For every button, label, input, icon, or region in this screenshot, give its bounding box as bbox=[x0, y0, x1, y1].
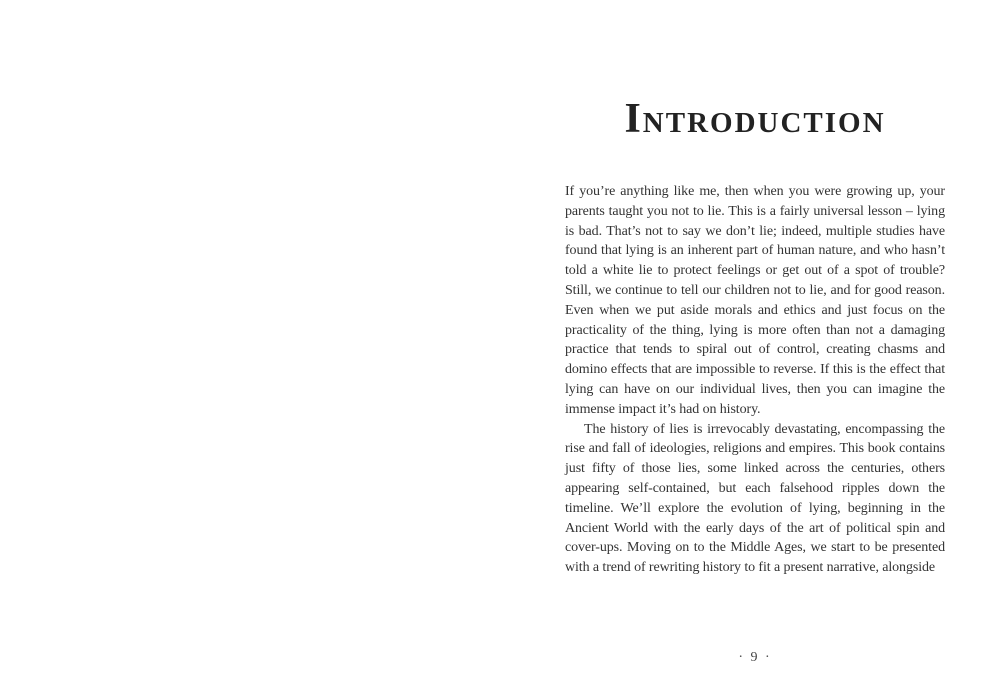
page-number: · 9 · bbox=[738, 650, 772, 665]
right-page bbox=[498, 0, 996, 684]
body-paragraph: The history of lies is irrevocably devastating, encompassing the rise and fall of ideologies, religions and empires. This book contains just fifty of those lies, some linked across the centuries, others appearing self-contained, but each falsehood ripples down the timeline. We’ll explore the evolution of lying, beginning in the Ancient World with the early days of the art of political spin and cover-ups. Moving on to the Middle Ages, we start to be presented with a trend of rewriting history to fit a present narrative, alongside bbox=[565, 421, 945, 576]
body-text bbox=[565, 182, 945, 578]
body-paragraph: If you’re anything like me, then when you were growing up, your parents taught you not to lie. This is a fairly universal lesson – lying is bad. That’s not to say we don’t lie; indeed, multiple studies have found that lying is an inherent part of human nature, and who hasn’t told a white lie to protect feelings or get out of a spot of trouble? Still, we continue to tell our children not to lie, and for good reason. Even when we put aside morals and ethics and just focus on the practicality of the thing, lying is more often than not a damaging practice that tends to spiral out of control, creating chasms and domino effects that are impossible to reverse. If this is the effect that lying can have on our individual lives, then you can imagine the immense impact it’s had on history. bbox=[565, 184, 945, 417]
chapter-title: Introduction bbox=[624, 96, 886, 142]
